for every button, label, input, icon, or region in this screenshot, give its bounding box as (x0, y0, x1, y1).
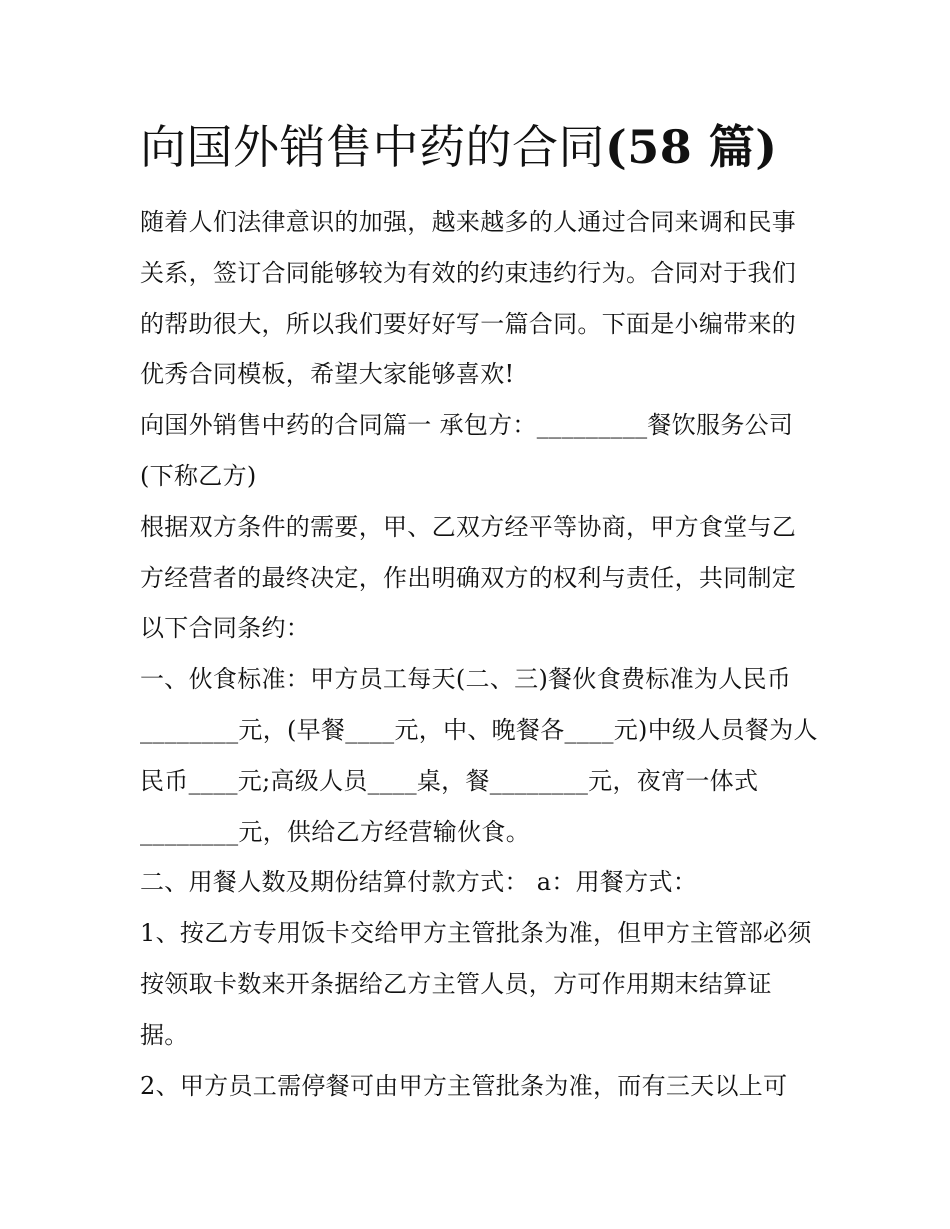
paragraph-preamble: 根据双方条件的需要，甲、乙双方经平等协商，甲方食堂与乙方经营者的最终决定，作出明确双方的权利与责任，共同制定以下合同条约： (140, 512, 797, 643)
paragraph-clause-2: 二、用餐人数及期份结算付款方式： a：用餐方式： (140, 868, 698, 897)
paragraph-intro: 随着人们法律意识的加强，越来越多的人通过合同来调和民事关系，签订合同能够较为有效的约束违约行为。合同对于我们的帮助很大，所以我们要好好写一篇合同。下面是小编带来的优秀合同模板，希望大家能够喜欢! (140, 208, 797, 389)
document-body (140, 197, 820, 1111)
paragraph-item-1: 1、按乙方专用饭卡交给甲方主管批条为准，但甲方主管部必须按领取卡数来开条据给乙方主管人员，方可作用期末结算证据。 (140, 919, 812, 1049)
document-title (140, 112, 778, 182)
paragraph-clause-1: 一、伙食标准：甲方员工每天(二、三)餐伙食费标准为人民币________元，(早餐____元，中、晚餐各____元)中级人员餐为人民币____元;高级人员____桌，餐________元，夜宵一体式________元，供给乙方经营输伙食。 (140, 665, 818, 846)
title-suffix: (58 篇) (605, 120, 778, 174)
paragraph-contract-party: 向国外销售中药的合同篇一 承包方：_________餐饮服务公司(下称乙方) (140, 411, 794, 490)
paragraph-item-2: 2、甲方员工需停餐可由甲方主管批条为准，而有三天以上可 (140, 1071, 788, 1100)
title-main: 向国外销售中药的合同 (140, 120, 605, 174)
